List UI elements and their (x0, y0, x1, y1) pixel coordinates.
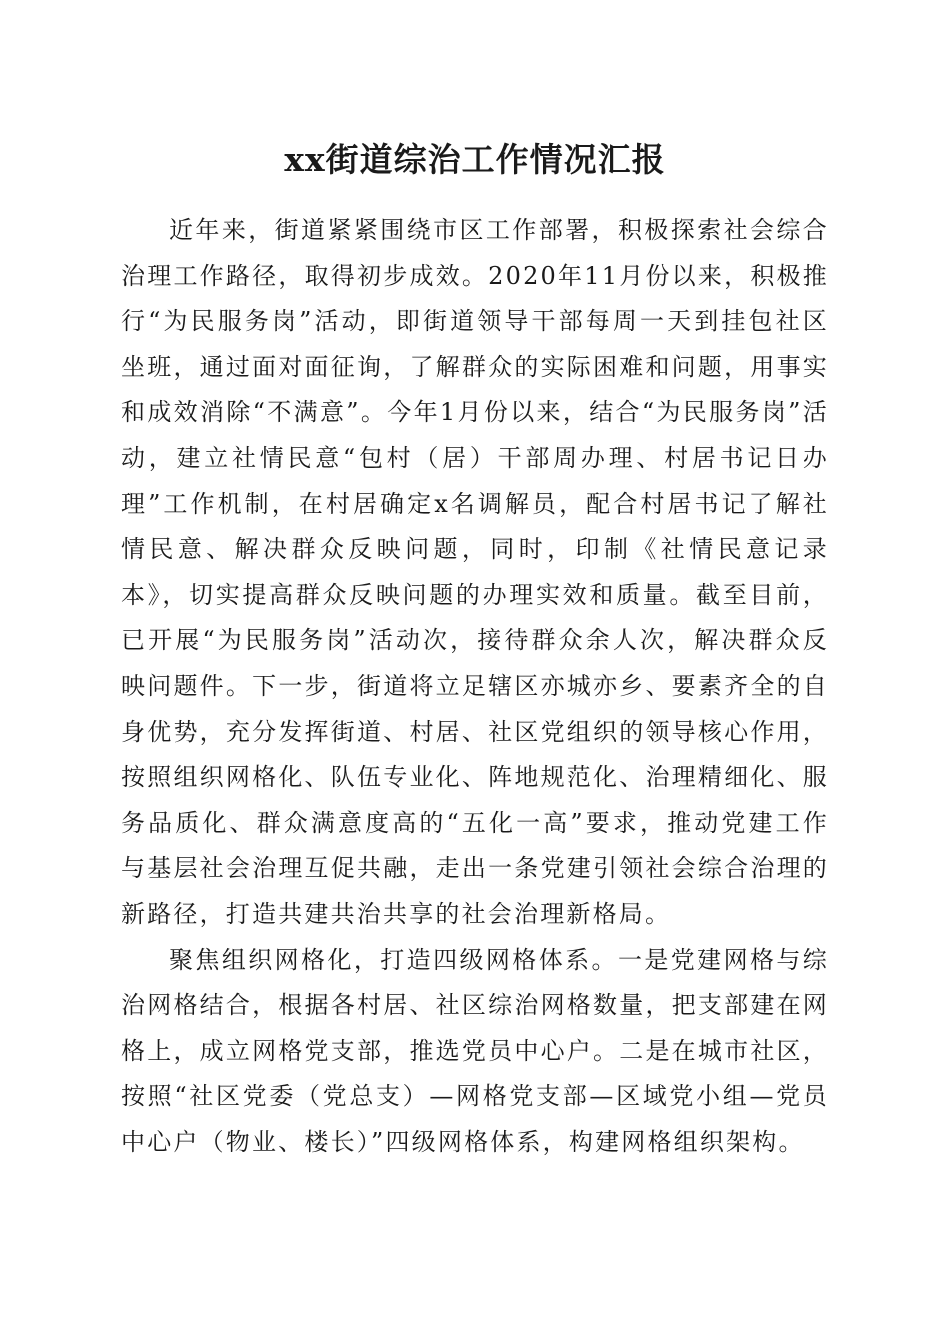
paragraph-2: 聚焦组织网格化，打造四级网格体系。一是党建网格与综治网格结合，根据各村居、社区综治网格数量，把支部建在网格上，成立网格党支部，推选党员中心户。二是在城市社区，按照“社区党委（党总支）—网格党支部—区域党小组—党员中心户（物业、楼长）”四级网格体系，构建网格组织架构。 (121, 945, 829, 1156)
paragraph-1: 近年来，街道紧紧围绕市区工作部署，积极探索社会综合治理工作路径，取得初步成效。2020年11月份以来，积极推行“为民服务岗”活动，即街道领导干部每周一天到挂包社区坐班，通过面对面征询，了解群众的实际困难和问题，用事实和成效消除“不满意”。今年1月份以来，结合“为民服务岗”活动，建立社情民意“包村（居）干部周办理、村居书记日办理”工作机制，在村居确定x名调解员，配合村居书记了解社情民意、解决群众反映问题，同时，印制《社情民意记录本》，切实提高群众反映问题的办理实效和质量。截至目前，已开展“为民服务岗”活动次，接待群众余人次，解决群众反映问题件。下一步，街道将立足辖区亦城亦乡、要素齐全的自身优势，充分发挥街道、村居、社区党组织的领导核心作用，按照组织网格化、队伍专业化、阵地规范化、治理精细化、服务品质化、群众满意度高的“五化一高”要求，推动党建工作与基层社会治理互促共融，走出一条党建引领社会综合治理的新路径，打造共建共治共享的社会治理新格局。 (121, 216, 829, 928)
document-title: xx街道综治工作情况汇报 (284, 140, 666, 179)
document-body (121, 208, 829, 1165)
